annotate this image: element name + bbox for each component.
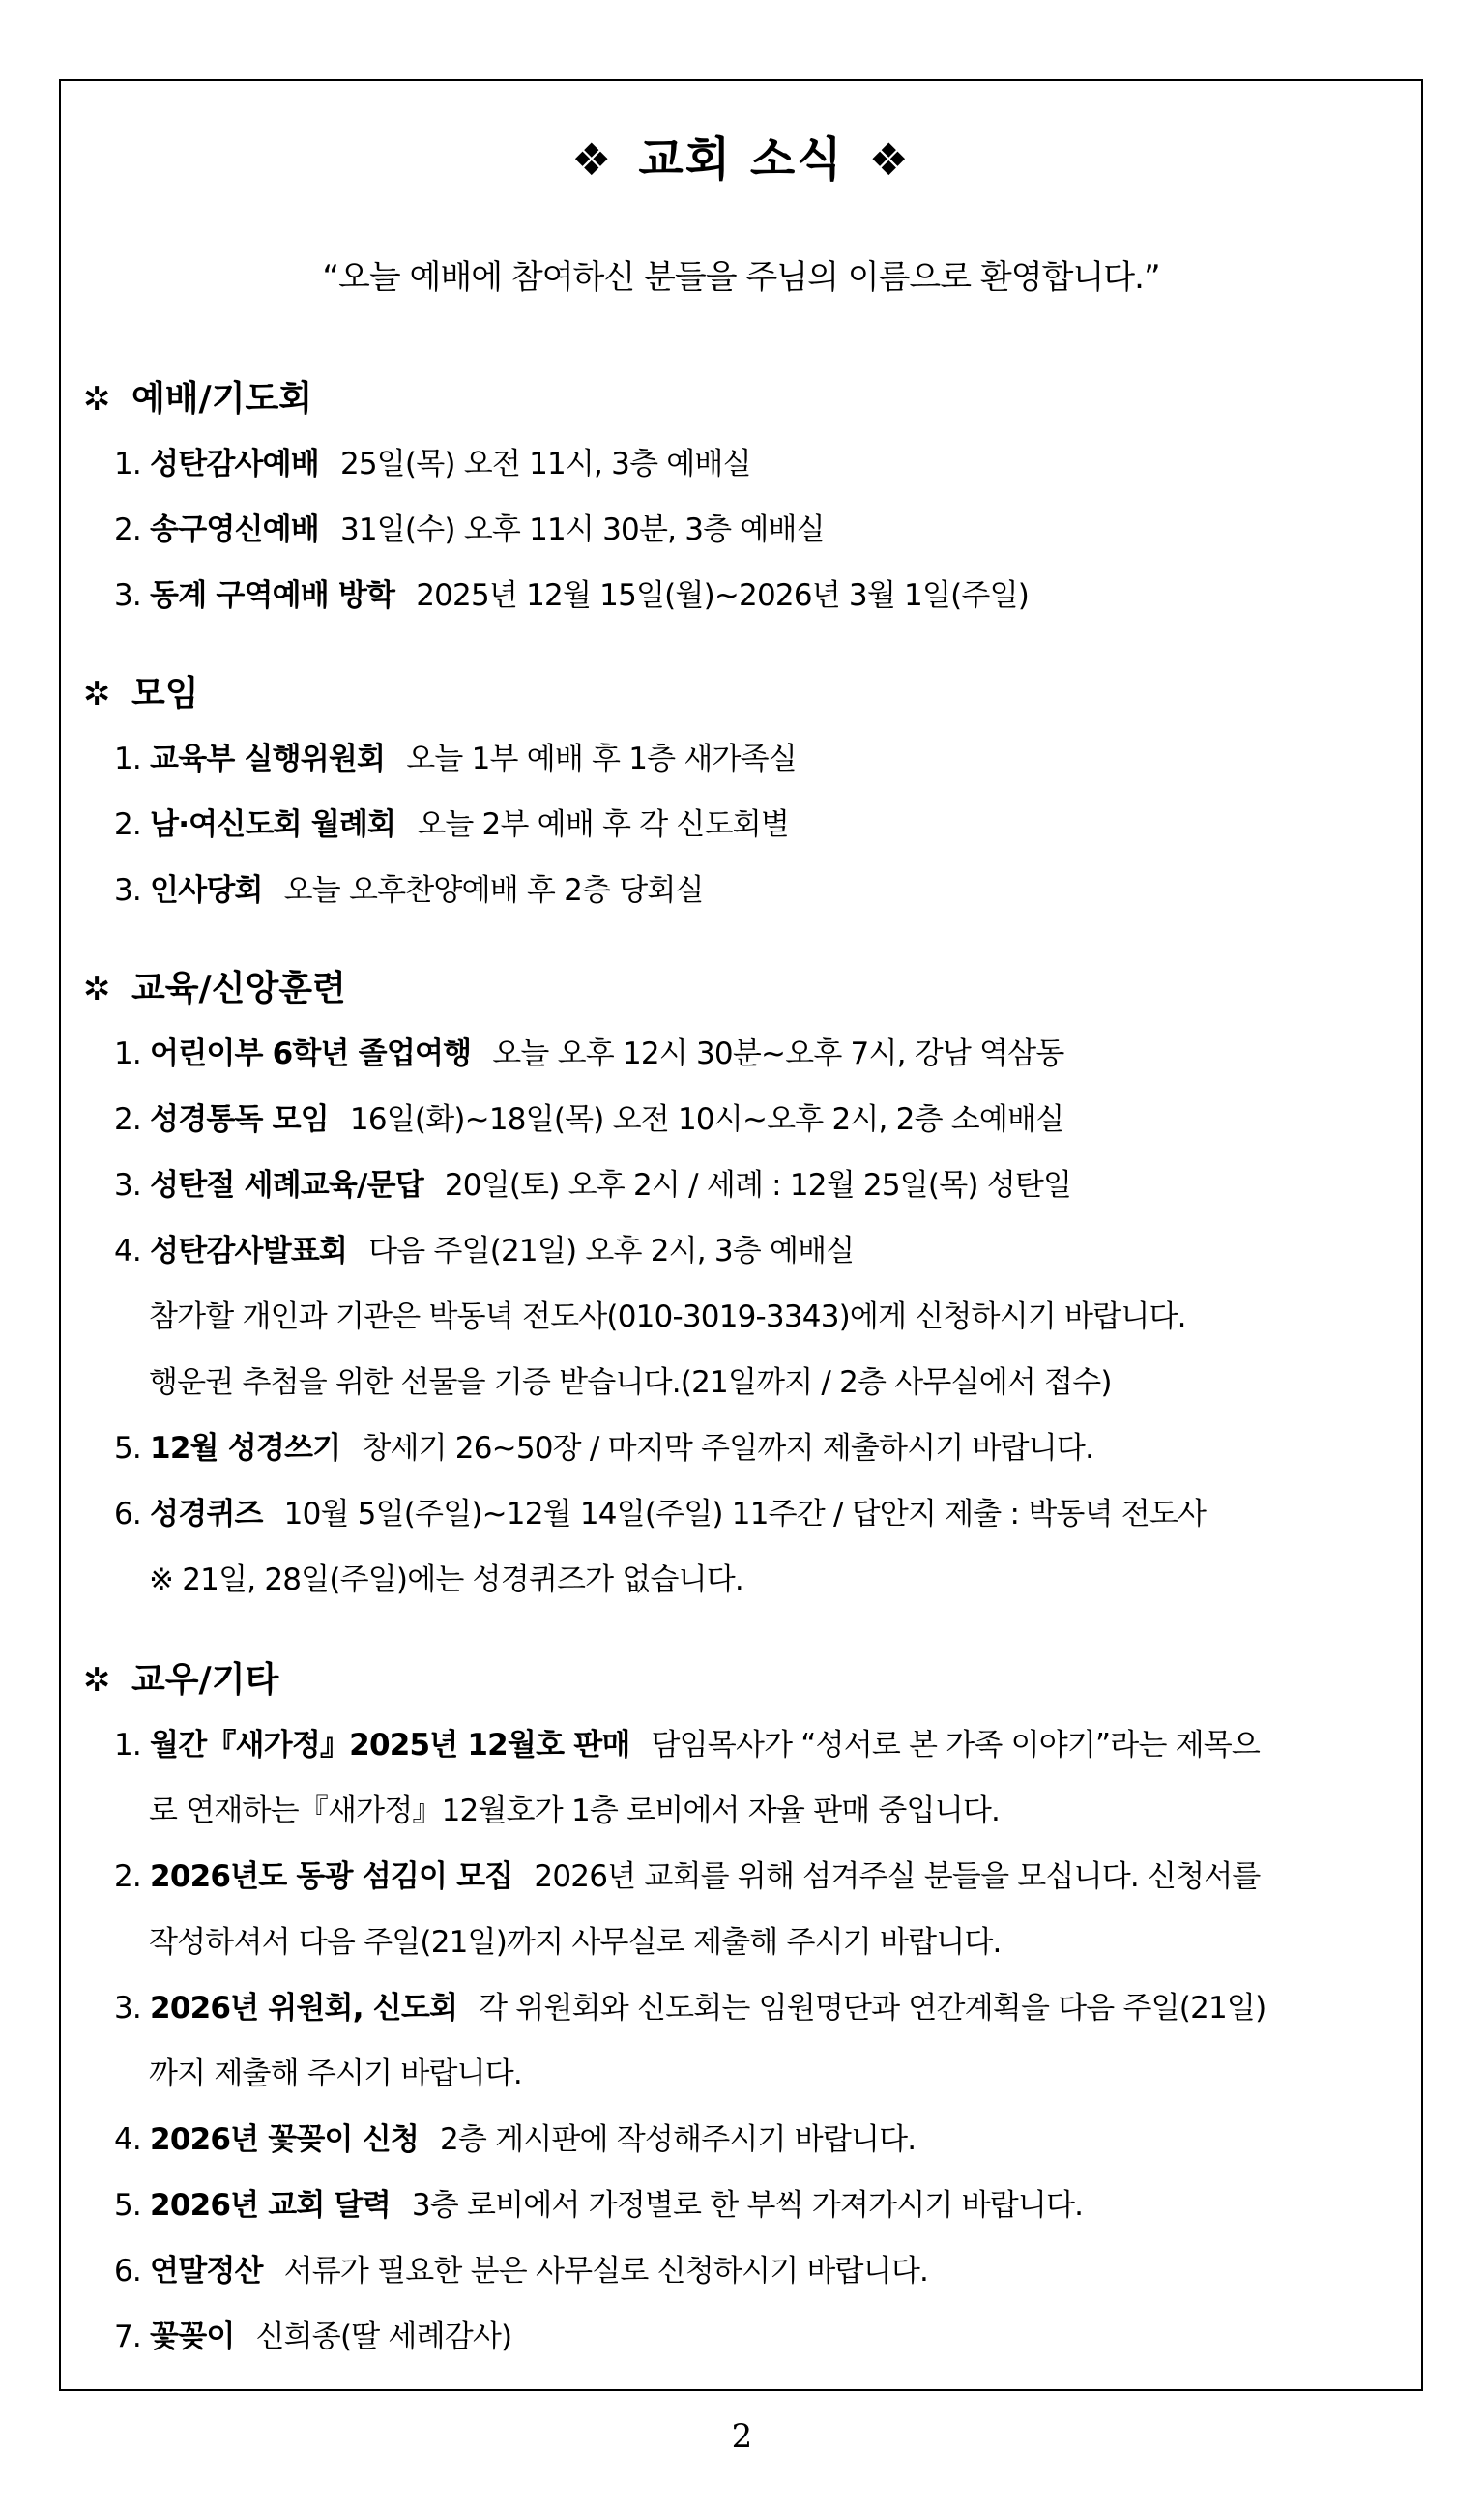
diamond-ornament-icon: ❖ <box>868 133 911 186</box>
list-item: 3. 성탄절 세례교육/문답 20일(토) 오후 2시 / 세례 : 12월 25일(목) 성탄일 <box>114 1168 1072 1203</box>
list-item: 2. 성경통독 모임 16일(화)~18일(목) 오전 10시~오후 2시, 2층 소예배실 <box>114 1102 1064 1137</box>
asterisk-flower-icon: ✲ <box>83 970 111 1008</box>
section-heading: ✲ 교우/기타 <box>83 1660 279 1700</box>
list-item-continuation: 참가할 개인과 기관은 박동녁 전도사(010-3019-3343)에게 신청하시기 바랍니다. <box>149 1299 1186 1334</box>
section-heading: ✲ 교육/신앙훈련 <box>83 969 346 1008</box>
page-number: 2 <box>731 2417 753 2456</box>
section-heading: ✲ 모임 <box>83 674 199 714</box>
asterisk-flower-icon: ✲ <box>83 675 111 714</box>
title-text: 교회 소식 <box>638 132 844 187</box>
list-item: 3. 인사당회 오늘 오후찬양예배 후 2층 당회실 <box>114 873 704 908</box>
list-item: 5. 2026년 교회 달력 3층 로비에서 가정별로 한 부씩 가져가시기 바랍니다. <box>114 2188 1084 2223</box>
list-item: 2. 2026년도 동광 섬김이 모집 2026년 교회를 위해 섬겨주실 분들을 모십니다. 신청서를 <box>114 1859 1261 1894</box>
list-item: 5. 12월 성경쓰기 창세기 26~50장 / 마지막 주일까지 제출하시기 바랍니다. <box>114 1431 1094 1466</box>
asterisk-flower-icon: ✲ <box>83 380 111 419</box>
list-item-continuation: 행운권 추첨을 위한 선물을 기증 받습니다.(21일까지 / 2층 사무실에서 접수) <box>149 1365 1112 1400</box>
list-item-continuation: 작성하셔서 다음 주일(21일)까지 사무실로 제출해 주시기 바랍니다. <box>149 1925 1002 1960</box>
list-item-continuation: 까지 제출해 주시기 바랍니다. <box>149 2057 522 2091</box>
list-item: 4. 2026년 꽃꽂이 신청 2층 게시판에 작성해주시기 바랍니다. <box>114 2122 917 2157</box>
list-item: 3. 동계 구역예배 방학 2025년 12월 15일(월)~2026년 3월 1일(주일) <box>114 578 1030 613</box>
list-item: 7. 꽃꽂이 신희종(딸 세례감사) <box>114 2319 512 2354</box>
welcome-message: “오늘 예배에 참여하신 분들을 주님의 이름으로 환영합니다.” <box>322 258 1160 297</box>
section-heading: ✲ 예배/기도회 <box>83 379 313 419</box>
list-item-continuation: 로 연재하는『새가정』12월호가 1층 로비에서 자율 판매 중입니다. <box>149 1794 1001 1828</box>
list-item: 1. 교육부 실행위원회 오늘 1부 예배 후 1층 새가족실 <box>114 742 797 776</box>
list-item: 2. 송구영신예배 31일(수) 오후 11시 30분, 3층 예배실 <box>114 512 825 547</box>
asterisk-flower-icon: ✲ <box>83 1661 111 1700</box>
list-item-continuation: ※ 21일, 28일(주일)에는 성경퀴즈가 없습니다. <box>149 1562 743 1597</box>
list-item: 2. 남·여신도회 월례회 오늘 2부 예배 후 각 신도회별 <box>114 807 789 842</box>
list-item: 6. 연말정산 서류가 필요한 분은 사무실로 신청하시기 바랍니다. <box>114 2254 929 2289</box>
bulletin-frame <box>59 79 1423 2391</box>
list-item: 6. 성경퀴즈 10월 5일(주일)~12월 14일(주일) 11주간 / 답안지 제출 : 박동녁 전도사 <box>114 1497 1207 1532</box>
list-item: 1. 성탄감사예배 25일(목) 오전 11시, 3층 예배실 <box>114 447 751 481</box>
list-item: 1. 월간『새가정』2025년 12월호 판매 담임목사가 “성서로 본 가족 이야기”라는 제목으 <box>114 1728 1261 1763</box>
diamond-ornament-icon: ❖ <box>571 133 614 186</box>
list-item: 4. 성탄감사발표회 다음 주일(21일) 오후 2시, 3층 예배실 <box>114 1234 855 1269</box>
page-title <box>61 122 1421 189</box>
list-item: 1. 어린이부 6학년 졸업여행 오늘 오후 12시 30분~오후 7시, 강남 역삼동 <box>114 1036 1064 1071</box>
list-item: 3. 2026년 위원회, 신도회 각 위원회와 신도회는 임원명단과 연간계획을 다음 주일(21일) <box>114 1991 1266 2026</box>
